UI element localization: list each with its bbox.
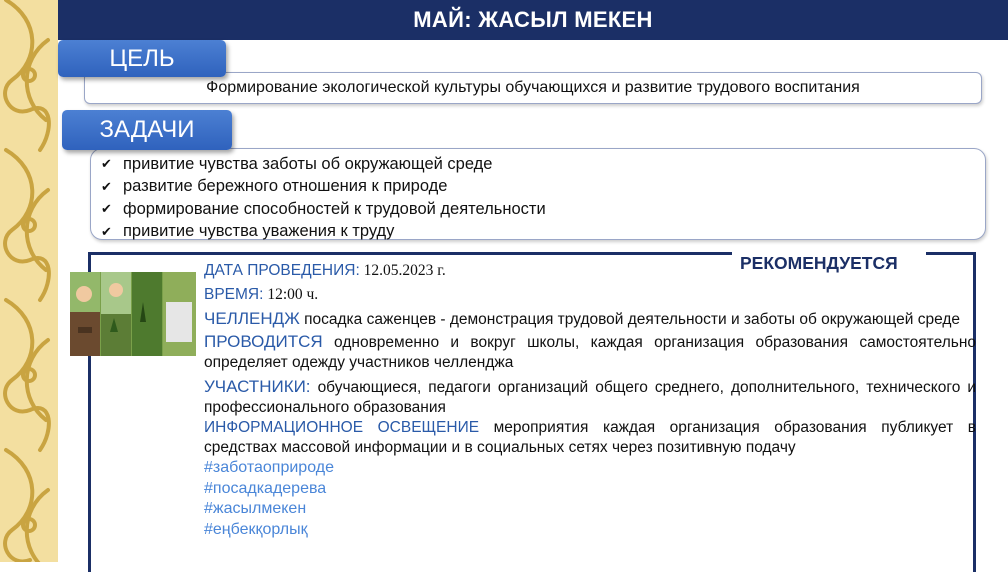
challenge-row [204,309,976,330]
planting-photo [70,272,196,356]
ornament-border [0,0,58,562]
time-value: 12:00 ч. [263,286,319,303]
task-item [101,221,985,244]
hashtag[interactable]: #жасылмекен [204,500,307,517]
event-details [204,261,976,540]
date-value: 12.05.2023 г. [359,262,446,279]
challenge-label: ЧЕЛЛЕНДЖ [204,309,300,328]
recommended-heading: РЕКОМЕНДУЕТСЯ [740,253,898,273]
task-item [101,198,985,221]
tasks-box [90,148,986,240]
goal-text: Формирование экологической культуры обучающихся и развитие трудового воспитания [206,79,860,96]
challenge-text: посадка саженцев - демонстрация трудовой деятельности и заботы об окружающей среде [299,311,961,328]
task-text: привитие чувства уважения к труду [123,222,395,241]
tasks-tab [62,110,232,150]
goal-tab-label: ЦЕЛЬ [109,44,175,72]
check-icon: ✔ [101,156,112,172]
task-text: привитие чувства заботы об окружающей среде [123,154,493,173]
date-label: ДАТА ПРОВЕДЕНИЯ: [204,262,360,279]
hashtag[interactable]: #еңбекқорлық [204,520,308,538]
held-row [204,332,976,373]
participants-row [204,377,976,418]
hashtag[interactable]: #посадкадерева [204,479,327,497]
participants-label: УЧАСТНИКИ: [204,377,311,396]
task-item [101,153,985,176]
task-text: формирование способностей к трудовой деятельности [123,199,546,218]
task-item [101,176,985,199]
time-label: ВРЕМЯ: [204,286,264,303]
info-text: мероприятия каждая организация образования публикует в средствах массовой информации и в социальных сетях через позитивную подачу [204,419,977,456]
info-row [204,418,976,458]
held-label: ПРОВОДИТСЯ [204,332,323,351]
held-text: одновременно и вокруг школы, каждая организация образования самостоятельно определяет одежду участников челленджа [204,334,976,371]
task-text: развитие бережного отношения к природе [123,177,448,196]
check-icon: ✔ [101,223,112,239]
ornament-pattern [0,0,58,562]
date-row [204,261,976,281]
check-icon: ✔ [101,178,112,194]
time-row [204,285,976,305]
hashtag-list [204,458,976,540]
check-icon: ✔ [101,201,112,217]
goal-tab [58,40,226,77]
info-label: ИНФОРМАЦИОННОЕ ОСВЕЩЕНИЕ [204,419,480,436]
page-title: МАЙ: ЖАСЫЛ МЕКЕН [413,7,653,32]
participants-text: обучающиеся, педагоги организаций общего среднего, дополнительного, технического и профессионального образования [204,379,976,416]
hashtag[interactable]: #заботаоприроде [204,459,334,476]
title-bar [58,0,1008,40]
tasks-tab-label: ЗАДАЧИ [99,116,195,143]
